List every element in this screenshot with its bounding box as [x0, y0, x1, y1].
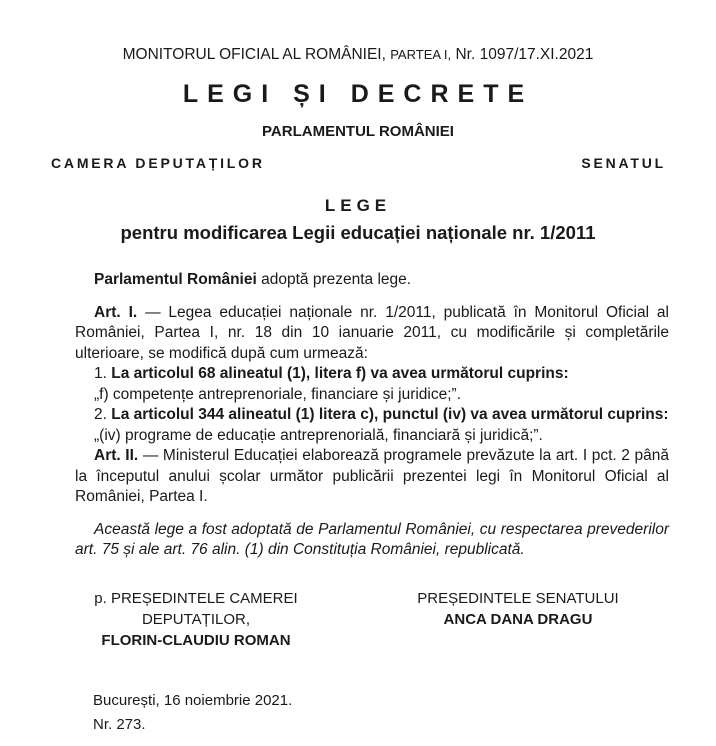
amendment-item-1-quote: „f) competențe antreprenoriale, financiare și juridice;”. — [94, 385, 462, 403]
publication-issue: Nr. 1097/17.XI.2021 — [455, 46, 594, 63]
amendment-item-1-text: La articolul 68 alineatul (1), litera f) va avea următorul cuprins: — [111, 365, 569, 382]
preamble-text: adoptă prezenta lege. — [261, 271, 412, 288]
publication-header — [0, 46, 716, 64]
signature-deputies-name: FLORIN-CLAUDIU ROMAN — [101, 632, 291, 649]
law-title: LEGE — [324, 196, 392, 215]
chamber-senate: SENATUL — [581, 155, 666, 171]
law-number: Nr. 273. — [93, 716, 146, 733]
place-date: București, 16 noiembrie 2021. — [93, 692, 293, 709]
preamble-parliament: Parlamentul României — [94, 271, 257, 288]
signature-senate — [405, 588, 631, 630]
amendment-item-1 — [75, 364, 669, 385]
signature-senate-name: ANCA DANA DRAGU — [443, 611, 593, 628]
article-2 — [75, 446, 669, 508]
amendment-item-2-text: La articolul 344 alineatul (1) litera c), punctul (iv) va avea următorul cuprins: — [111, 406, 669, 423]
article-1-label: Art. I. — [94, 303, 138, 321]
signature-deputies-title-1: p. PREȘEDINTELE CAMEREI — [94, 590, 298, 607]
article-1-text: — Legea educației naționale nr. 1/2011, publicată în Monitorul Oficial al României, Partea I, nr. 18 din 10 ianuarie 2011, cu modificările și completările ulterioare, se modifică după cum urmează: — [75, 303, 669, 362]
law-subtitle: pentru modificarea Legii educației naționale nr. 1/2011 — [120, 222, 596, 243]
article-2-label: Art. II. — [94, 447, 139, 464]
chamber-deputies: CAMERA DEPUTAȚILOR — [51, 155, 265, 171]
issuer-title: PARLAMENTUL ROMÂNIEI — [262, 123, 454, 140]
amendment-item-2-quote: „(iv) programe de educație antreprenorială, financiară și juridică;”. — [94, 426, 543, 444]
law-body — [75, 270, 669, 561]
publication-name: MONITORUL OFICIAL AL ROMÂNIEI, — [122, 46, 386, 63]
amendment-item-1-number: 1. — [94, 365, 107, 382]
article-2-text: — Ministerul Educației elaborează programele prevăzute la art. I pct. 2 până la începutul anului școlar următor publicării prezentei legi în Monitorul Oficial al României, Partea I. — [75, 447, 670, 505]
signature-senate-title: PREȘEDINTELE SENATULUI — [417, 590, 619, 607]
section-title: LEGI ȘI DECRETE — [182, 80, 534, 108]
signature-deputies-title-2: DEPUTAȚILOR, — [141, 611, 251, 628]
article-1 — [75, 303, 669, 365]
signature-deputies — [88, 588, 304, 651]
preamble — [75, 270, 669, 291]
adoption-statement: Această lege a fost adoptată de Parlamentul României, cu respectarea prevederilor art. 75 și ale art. 76 alin. (1) din Constituția României, republicată. — [75, 520, 669, 558]
amendment-item-2 — [75, 405, 669, 426]
publication-part: PARTEA I, — [390, 47, 452, 62]
amendment-item-2-number: 2. — [94, 406, 107, 423]
